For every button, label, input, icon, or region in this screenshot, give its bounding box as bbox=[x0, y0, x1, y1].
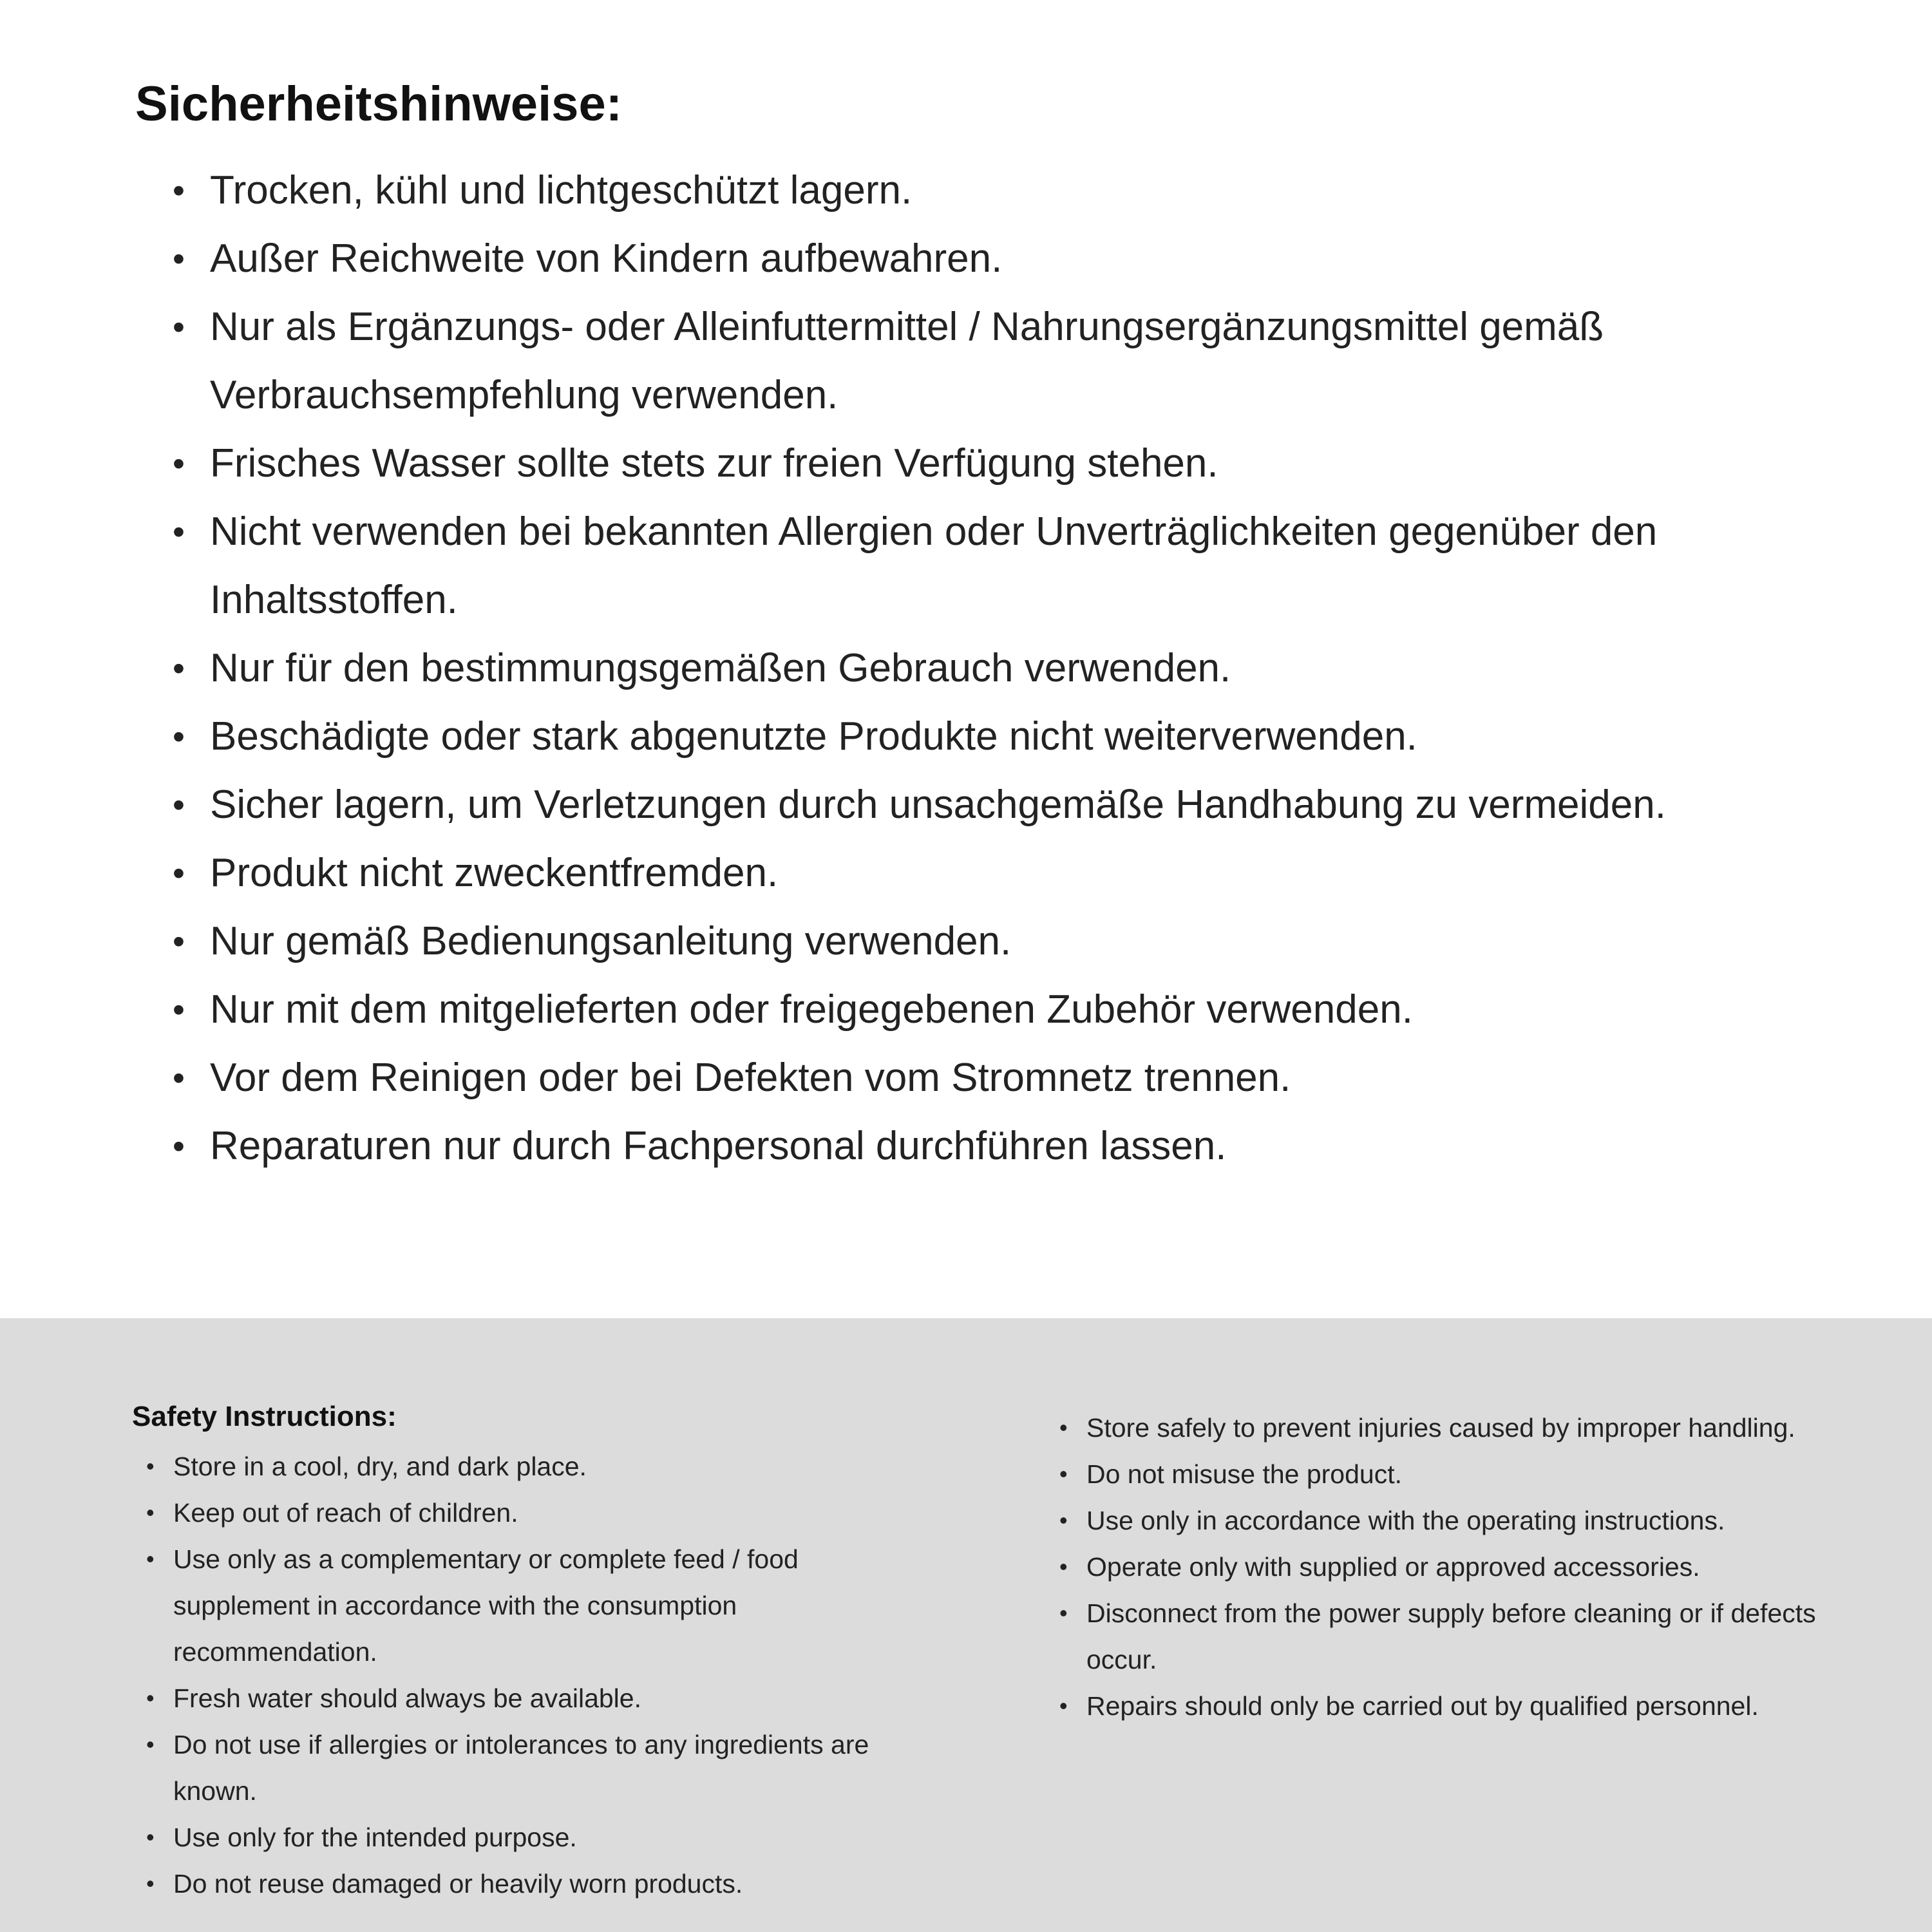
list-item: • Nur mit dem mitgelieferten oder freigegebenen Zubehör verwenden. bbox=[173, 976, 1803, 1044]
list-item: • Use only as a complementary or complete feed / food supplement in accordance with the consumption recommendation. bbox=[146, 1536, 898, 1675]
list-item: • Reparaturen nur durch Fachpersonal durchführen lassen. bbox=[173, 1112, 1803, 1180]
list-item: • Beschädigte oder stark abgenutzte Produkte nicht weiterverwenden. bbox=[173, 703, 1803, 771]
list-item: • Fresh water should always be available. bbox=[146, 1675, 898, 1721]
list-item: • Trocken, kühl und lichtgeschützt lagern. bbox=[173, 156, 1803, 225]
list-item: • Nur für den bestimmungsgemäßen Gebrauch verwenden. bbox=[173, 634, 1803, 703]
list-item: • Store in a cool, dry, and dark place. bbox=[146, 1443, 898, 1490]
english-left-column bbox=[132, 1401, 898, 1932]
list-item: • Store safely to prevent injuries caused by improper handling. bbox=[1059, 1405, 1823, 1451]
english-heading: Safety Instructions: bbox=[132, 1401, 397, 1432]
list-item: • Außer Reichweite von Kindern aufbewahren. bbox=[173, 225, 1803, 293]
list-item: • Operate only with supplied or approved accessories. bbox=[1059, 1544, 1823, 1590]
list-item: • Use only in accordance with the operating instructions. bbox=[1059, 1497, 1823, 1544]
list-item: • Disconnect from the power supply before cleaning or if defects occur. bbox=[1059, 1590, 1823, 1683]
list-item: • Frisches Wasser sollte stets zur freien Verfügung stehen. bbox=[173, 430, 1803, 498]
english-right-column bbox=[1059, 1401, 1823, 1932]
list-item: • Vor dem Reinigen oder bei Defekten vom Stromnetz trennen. bbox=[173, 1044, 1803, 1112]
english-section bbox=[0, 1318, 1932, 1932]
english-bullet-list-left bbox=[146, 1443, 898, 1907]
list-item: • Do not misuse the product. bbox=[1059, 1451, 1823, 1497]
list-item: • Sicher lagern, um Verletzungen durch unsachgemäße Handhabung zu vermeiden. bbox=[173, 771, 1803, 839]
list-item: • Produkt nicht zweckentfremden. bbox=[173, 839, 1803, 907]
list-item: • Nur gemäß Bedienungsanleitung verwenden. bbox=[173, 907, 1803, 976]
list-item: • Repairs should only be carried out by qualified personnel. bbox=[1059, 1683, 1823, 1729]
english-bullet-list-right bbox=[1059, 1405, 1823, 1729]
list-item: • Nicht verwenden bei bekannten Allergien oder Unverträglichkeiten gegenüber den Inhaltsstoffen. bbox=[173, 498, 1803, 634]
list-item: • Nur als Ergänzungs- oder Alleinfuttermittel / Nahrungsergänzungsmittel gemäß Verbrauchsempfehlung verwenden. bbox=[173, 293, 1803, 430]
list-item: • Do not reuse damaged or heavily worn products. bbox=[146, 1861, 898, 1907]
list-item: • Do not use if allergies or intolerances to any ingredients are known. bbox=[146, 1721, 898, 1814]
list-item: • Keep out of reach of children. bbox=[146, 1490, 898, 1536]
german-bullet-list bbox=[173, 156, 1803, 1180]
list-item: • Use only for the intended purpose. bbox=[146, 1814, 898, 1861]
german-heading: Sicherheitshinweise: bbox=[135, 77, 623, 131]
